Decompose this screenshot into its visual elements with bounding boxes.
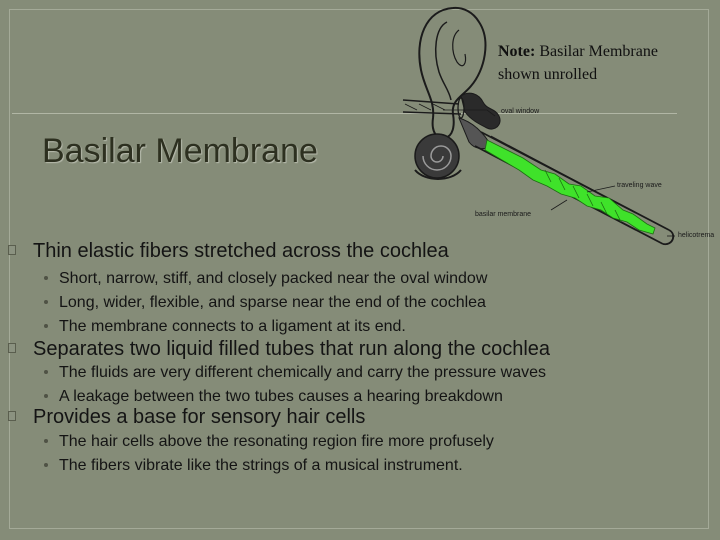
sub-bullet-3-2 <box>59 457 463 475</box>
label-helicotrema: helicotrema <box>678 232 715 239</box>
sub-bullet-text: The membrane connects to a ligament at its end. <box>59 318 406 335</box>
dot-bullet-icon <box>44 463 48 467</box>
sub-bullet-text: The fibers vibrate like the strings of a musical instrument. <box>59 457 463 474</box>
square-bullet-icon <box>8 411 16 421</box>
dot-bullet-icon <box>44 370 48 374</box>
bullet-1-text: Thin elastic fibers stretched across the cochlea <box>33 240 449 262</box>
sub-bullet-text: A leakage between the two tubes causes a hearing breakdown <box>59 388 503 405</box>
bullet-1 <box>33 240 449 263</box>
square-bullet-icon <box>8 245 16 255</box>
bullet-2 <box>33 338 550 361</box>
label-traveling-wave: traveling wave <box>617 182 662 189</box>
dot-bullet-icon <box>44 324 48 328</box>
note-line-2: shown unrolled <box>498 66 598 83</box>
sub-bullet-3-1 <box>59 433 494 451</box>
sub-bullet-2-2 <box>59 388 503 406</box>
dot-bullet-icon <box>44 439 48 443</box>
label-oval-window: oval window <box>501 108 540 115</box>
sub-bullet-1-2 <box>59 294 486 312</box>
dot-bullet-icon <box>44 276 48 280</box>
sub-bullet-text: Short, narrow, stiff, and closely packed near the oval window <box>59 270 488 287</box>
sub-bullet-2-1 <box>59 364 546 382</box>
sub-bullet-text: Long, wider, flexible, and sparse near the end of the cochlea <box>59 294 486 311</box>
slide-title: Basilar Membrane <box>42 132 318 170</box>
sub-bullet-1-3 <box>59 318 406 336</box>
dot-bullet-icon <box>44 394 48 398</box>
sub-bullet-text: The hair cells above the resonating region fire more profusely <box>59 433 494 450</box>
note-bold: Note: <box>498 43 536 60</box>
label-basilar-membrane: basilar membrane <box>475 211 532 218</box>
bullet-3-text: Provides a base for sensory hair cells <box>33 406 366 428</box>
sub-bullet-1-1 <box>59 270 487 288</box>
sub-bullet-text: The fluids are very different chemically and carry the pressure waves <box>59 364 547 381</box>
note-line-1-rest: Basilar Membrane <box>535 43 658 60</box>
bullet-3 <box>33 406 365 429</box>
dot-bullet-icon <box>44 300 48 304</box>
square-bullet-icon <box>8 343 16 353</box>
bullet-2-text: Separates two liquid filled tubes that run along the cochlea <box>33 338 551 360</box>
